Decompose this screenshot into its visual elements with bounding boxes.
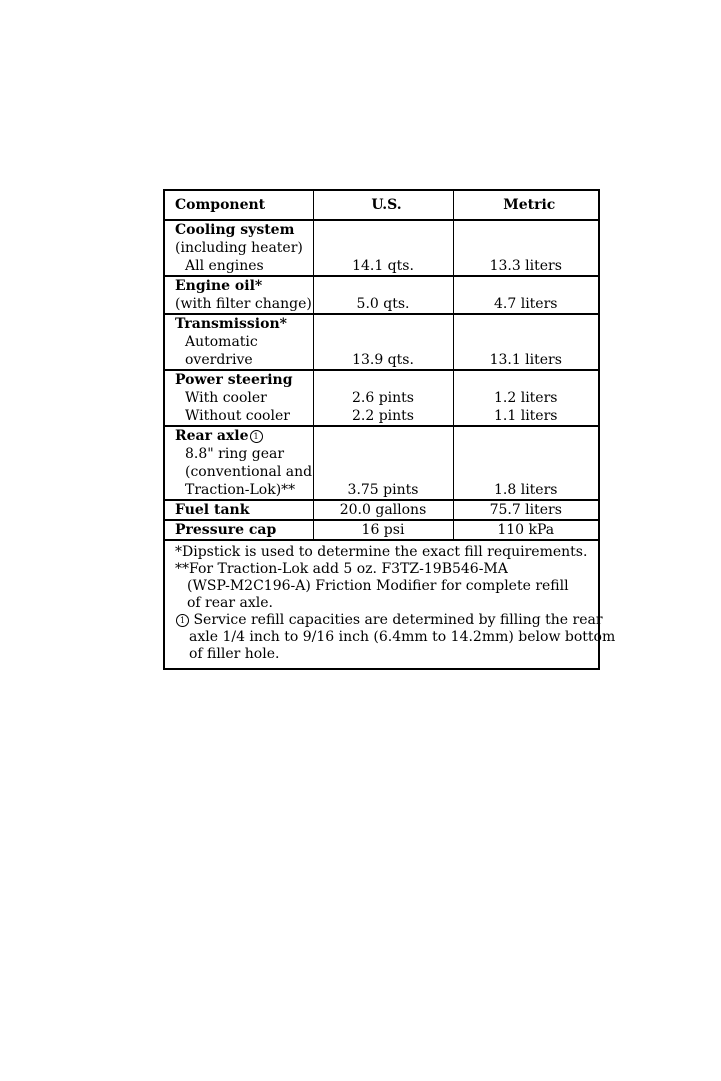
rear-axle-sub2: (conventional and: [185, 464, 313, 480]
cooling-component-cell: [164, 220, 313, 276]
notes-cell: [164, 540, 616, 669]
circled-one-icon: 1: [250, 430, 263, 443]
row-fuel-tank: [164, 500, 599, 520]
cooling-metric: 13.3 liters: [453, 220, 599, 276]
row-transmission: [164, 314, 599, 370]
row-engine-oil: [164, 276, 599, 314]
note-friction-modifier: (WSP-M2C196-A) Friction Modifier for complete refill: [187, 578, 569, 594]
note-dipstick: *Dipstick is used to determine the exact fill requirements.: [175, 544, 588, 560]
row-rear-axle: [164, 426, 599, 500]
row-power-steering: [164, 370, 599, 426]
pressure-cap-title: Pressure cap: [175, 522, 277, 538]
note-service-refill: Service refill capacities are determined by filling the rear: [193, 612, 603, 628]
cooling-us: 14.1 qts.: [313, 220, 453, 276]
pressure-cap-metric: 110 kPa: [453, 520, 599, 540]
row-pressure-cap: [164, 520, 599, 540]
engine-oil-us: 5.0 qts.: [313, 276, 453, 314]
header-component: Component: [164, 190, 313, 220]
fuel-tank-title: Fuel tank: [175, 502, 250, 518]
rear-axle-title: Rear axle: [175, 428, 249, 444]
note-traction-lok: **For Traction-Lok add 5 oz. F3TZ-19B546-MA: [175, 561, 508, 577]
engine-oil-metric: 4.7 liters: [453, 276, 599, 314]
power-steering-metric1: 1.2 liters: [494, 390, 558, 406]
rear-axle-metric: 1.8 liters: [453, 426, 599, 500]
rear-axle-sub3: Traction-Lok)**: [185, 482, 296, 498]
circled-one-icon: 1: [176, 614, 189, 627]
transmission-title: Transmission*: [175, 316, 287, 332]
row-cooling-system: [164, 220, 599, 276]
rear-axle-sub1: 8.8" ring gear: [185, 446, 285, 462]
rear-axle-us: 3.75 pints: [313, 426, 453, 500]
transmission-metric: 13.1 liters: [453, 314, 599, 370]
note-rear-axle: of rear axle.: [187, 595, 273, 611]
transmission-component-cell: [164, 314, 313, 370]
transmission-sub2: overdrive: [185, 352, 253, 368]
pressure-cap-us: 16 psi: [313, 520, 453, 540]
power-steering-us-cell: [313, 370, 453, 426]
rear-axle-component-cell: [164, 426, 313, 500]
power-steering-sub2: Without cooler: [185, 408, 290, 424]
header-metric: Metric: [453, 190, 599, 220]
power-steering-component-cell: [164, 370, 313, 426]
fuel-tank-component-cell: [164, 500, 313, 520]
transmission-us: 13.9 qts.: [313, 314, 453, 370]
pressure-cap-component-cell: [164, 520, 313, 540]
power-steering-sub1: With cooler: [185, 390, 267, 406]
header-row: [164, 190, 599, 220]
power-steering-title: Power steering: [175, 372, 293, 388]
power-steering-us1: 2.6 pints: [352, 390, 414, 406]
refill-capacities-table: [163, 189, 616, 670]
cooling-sub2: All engines: [185, 258, 264, 274]
header-us: U.S.: [313, 190, 453, 220]
power-steering-metric2: 1.1 liters: [494, 408, 558, 424]
power-steering-metric-cell: [453, 370, 599, 426]
note-axle-depth: axle 1/4 inch to 9/16 inch (6.4mm to 14.2mm) below bottom: [189, 629, 616, 645]
engine-oil-sub1: (with filter change): [175, 296, 312, 312]
cooling-title: Cooling system: [175, 222, 295, 238]
row-notes: [164, 540, 599, 669]
fuel-tank-us: 20.0 gallons: [313, 500, 453, 520]
power-steering-us2: 2.2 pints: [352, 408, 414, 424]
note-service-refill-line: [175, 612, 603, 629]
cooling-sub1: (including heater): [175, 240, 303, 256]
engine-oil-component-cell: [164, 276, 313, 314]
note-filler-hole: of filler hole.: [189, 646, 280, 662]
fuel-tank-metric: 75.7 liters: [453, 500, 599, 520]
transmission-sub1: Automatic: [185, 334, 258, 350]
engine-oil-title: Engine oil*: [175, 278, 263, 294]
rear-axle-title-line: [175, 427, 310, 445]
